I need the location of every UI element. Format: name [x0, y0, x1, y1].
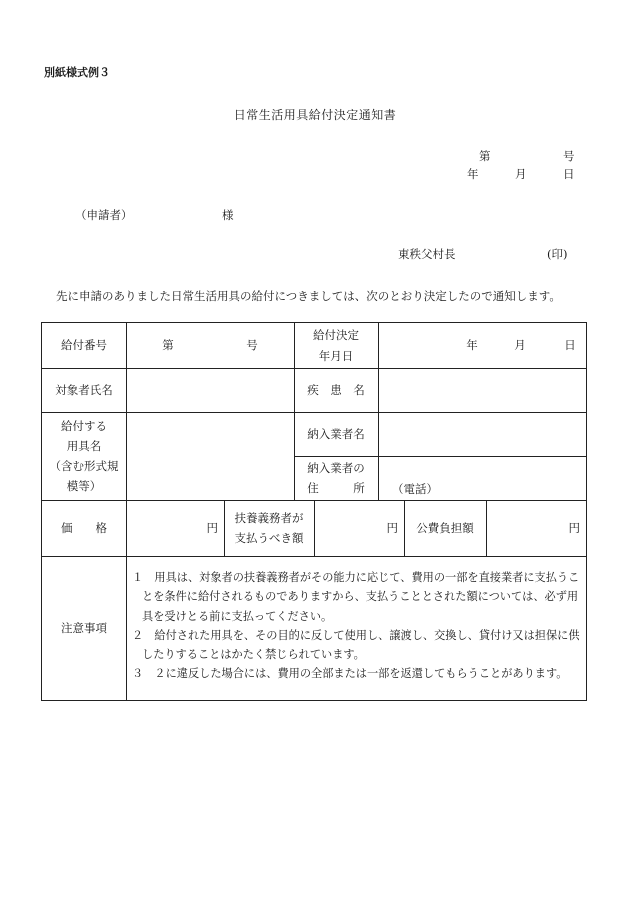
decision-date-label-line2: 年月日: [318, 348, 354, 363]
note-item: ２ 給付された用具を、その目的に反して使用し、譲渡し、交換し、貸付け又は担保に供したりすることはかたく禁じられています。: [132, 628, 580, 662]
device-name-label-line1: 給付する: [61, 418, 107, 433]
honorific: 様: [222, 208, 234, 222]
form-id: 別紙様式例３: [44, 66, 110, 79]
note-item: ３ ２に違反した場合には、費用の全部または一部を返還してもらうことがあります。: [132, 667, 568, 681]
device-name-label-line2: 用具名: [66, 438, 102, 453]
benefit-number-label: 給付番号: [61, 338, 107, 353]
seal-mark: (印): [547, 247, 568, 261]
obligor-amount-label: [224, 500, 314, 556]
applicant-label: （申請者）: [75, 208, 133, 222]
issuer: 東秩父村長: [398, 247, 456, 261]
benefit-number-suffix: 号: [246, 338, 258, 353]
decision-month: 月: [514, 338, 526, 353]
doc-number-prefix: 第: [479, 149, 491, 163]
doc-number-suffix: 号: [563, 149, 575, 163]
vendor-name-label: 納入業者名: [307, 426, 365, 441]
benefit-number-prefix: 第: [162, 338, 174, 353]
vendor-address-label-line1: 納入業者の: [307, 460, 365, 475]
notes-list: [132, 568, 584, 684]
decision-date-label: [294, 323, 378, 368]
device-name-label-line4: 模等）: [66, 479, 102, 494]
obligor-amount-yen: 円: [386, 521, 398, 535]
price-label: 価 格: [61, 520, 107, 535]
date-month: 月: [515, 167, 527, 181]
vendor-address-label-line2: 住 所: [307, 481, 365, 495]
note-item: １ 用具は、対象者の扶養義務者がその能力に応じて、費用の一部を直接業者に支払うことを条件に給付されるものでありますから、支払うこととされた額については、必ず用具を受けとる前に支払ってください。: [132, 571, 580, 623]
public-burden-yen: 円: [568, 521, 580, 535]
vendor-address-label: [294, 456, 378, 500]
decision-day: 日: [564, 338, 576, 353]
public-burden-label: 公費負担額: [416, 520, 474, 535]
notes-label: 注意事項: [61, 620, 107, 635]
recipient-name-label: 対象者氏名: [55, 382, 113, 397]
decision-date-label-line1: 給付決定: [313, 328, 359, 343]
obligor-amount-label-line1: 扶養義務者が: [234, 510, 304, 525]
price-yen: 円: [206, 521, 218, 535]
decision-year: 年: [466, 338, 478, 353]
date-day: 日: [563, 167, 575, 181]
intro-text: 先に申請のありました日常生活用具の給付につきましては、次のとおり決定したので通知します。: [56, 289, 561, 303]
date-year: 年: [467, 167, 479, 181]
document-title: 日常生活用具給付決定通知書: [233, 108, 397, 122]
obligor-amount-label-line2: 支払うべき額: [234, 531, 304, 545]
decision-table: [41, 322, 587, 701]
device-name-label: [42, 412, 126, 500]
device-name-label-line3: （含む形式規: [49, 459, 119, 473]
disease-name-label: 疾 患 名: [307, 382, 365, 397]
vendor-phone-label: （電話）: [392, 482, 438, 496]
